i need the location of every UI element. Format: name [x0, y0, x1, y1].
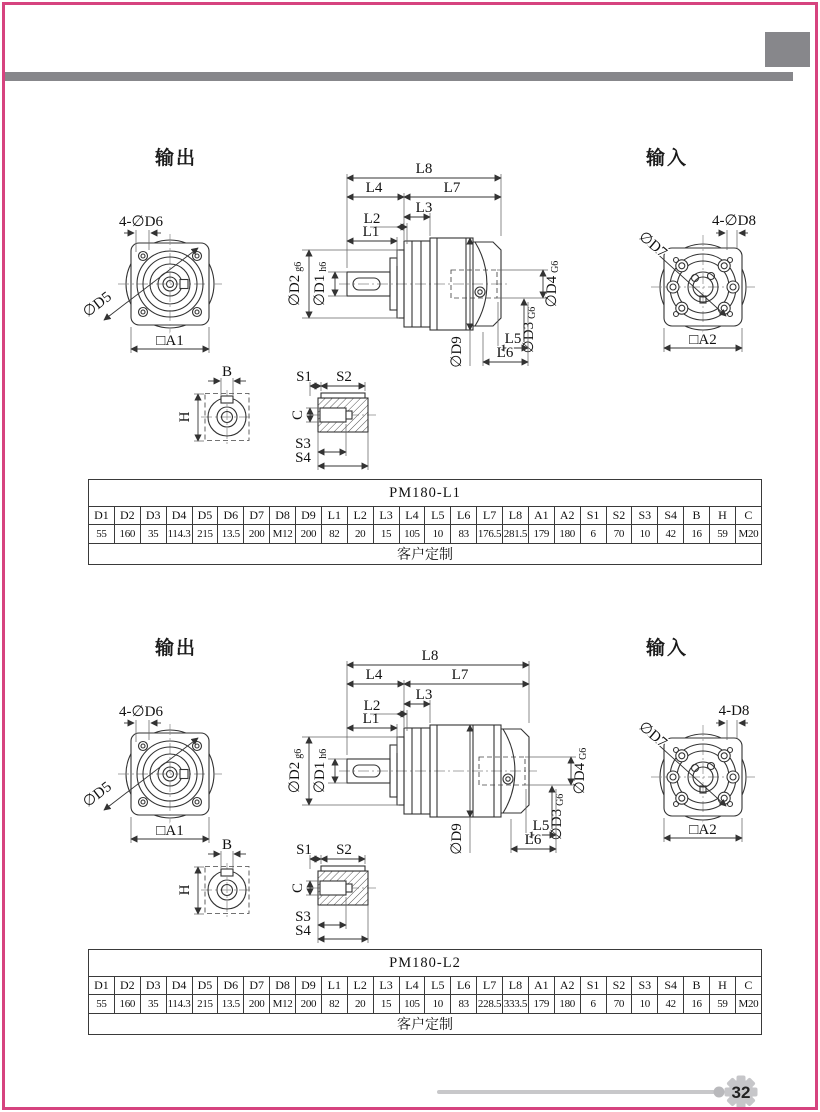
- table-header-cell: A2: [554, 507, 580, 525]
- table-value-cell: 42: [658, 525, 684, 544]
- table-header-cell: L8: [503, 507, 529, 525]
- dim-text: ∅D2: [287, 761, 303, 794]
- dim-label-s4: S4: [295, 923, 311, 939]
- table-header-cell: L3: [373, 507, 399, 525]
- table-title: PM180-L2: [89, 950, 762, 977]
- table-value-cell: 16: [684, 525, 710, 544]
- dim-label-l3: L3: [415, 200, 433, 216]
- table-header-cell: D9: [296, 507, 322, 525]
- section1-shaft-detail-view: [177, 364, 253, 444]
- table-header-cell: D1: [89, 977, 115, 995]
- table-header-cell: L5: [425, 977, 451, 995]
- table-value-cell: 55: [89, 525, 115, 544]
- table-header-cell: D3: [140, 507, 166, 525]
- dim-label-l8: L8: [421, 648, 439, 664]
- table-value-cell: 42: [658, 995, 684, 1014]
- table-footer: 客户定制: [89, 1014, 762, 1035]
- table-value-cell: 215: [192, 995, 218, 1014]
- table-title-row: [89, 480, 762, 507]
- dim-label-l2: L2: [363, 698, 381, 714]
- table-header-cell: D2: [114, 977, 140, 995]
- section2-input-flange-view: [635, 703, 755, 842]
- dim-label-l5: L5: [532, 818, 550, 834]
- dim-fit: G6: [555, 793, 566, 806]
- table-header-cell: D9: [296, 977, 322, 995]
- dim-label-b: B: [221, 364, 233, 380]
- dim-fit: h6: [318, 748, 329, 759]
- dim-label-s2: S2: [336, 842, 352, 858]
- dim-label-d4: [544, 261, 561, 308]
- table-value-cell: 35: [140, 995, 166, 1014]
- table-header-cell: L4: [399, 507, 425, 525]
- section2-drawing: [0, 625, 820, 955]
- section2-output-label: 输出: [155, 637, 198, 659]
- header-gray-square: [765, 32, 810, 67]
- dim-text: ∅D3: [521, 321, 537, 354]
- dim-text: ∅D2: [287, 274, 303, 307]
- page-number-badge: [0, 1070, 820, 1112]
- table-value-row: [89, 525, 762, 544]
- dim-label-l1: L1: [362, 224, 380, 240]
- table-value-cell: 35: [140, 525, 166, 544]
- dim-label-l7: L7: [443, 180, 461, 196]
- table-value-cell: 180: [554, 995, 580, 1014]
- table-header-cell: L3: [373, 977, 399, 995]
- dim-fit: G6: [527, 306, 538, 319]
- table-header-cell: D2: [114, 507, 140, 525]
- table-value-cell: 10: [632, 995, 658, 1014]
- section2-output-flange-view: [80, 704, 222, 843]
- dim-label-l7: L7: [451, 667, 469, 683]
- dim-label-l6: L6: [496, 345, 514, 361]
- table-header-cell: L4: [399, 977, 425, 995]
- dim-label-4d6: 4-∅D6: [119, 704, 163, 720]
- dim-label-l4: L4: [365, 667, 383, 683]
- table-value-cell: M12: [270, 525, 296, 544]
- table-value-cell: 82: [321, 525, 347, 544]
- table-header-cell: D4: [166, 977, 192, 995]
- table-value-cell: 114.3: [166, 995, 192, 1014]
- table-footer-row: [89, 1014, 762, 1035]
- dimension-table-pm180-l1: [88, 479, 762, 565]
- dim-label-d7: ∅D7: [635, 228, 670, 262]
- table-header-cell: S1: [580, 977, 606, 995]
- table-header-cell: A2: [554, 977, 580, 995]
- table-value-cell: 179: [528, 525, 554, 544]
- table-header-cell: L7: [477, 507, 503, 525]
- table-value-cell: 10: [632, 525, 658, 544]
- table-header-cell: L6: [451, 507, 477, 525]
- table-header-cell: D8: [270, 977, 296, 995]
- table-value-cell: 13.5: [218, 525, 244, 544]
- table-value-cell: 180: [554, 525, 580, 544]
- table-value-cell: 20: [347, 525, 373, 544]
- table-header-cell: S2: [606, 977, 632, 995]
- table-header-cell: S1: [580, 507, 606, 525]
- section1-output-flange-view: [80, 214, 222, 353]
- table-header-cell: S3: [632, 977, 658, 995]
- header-gray-bar: [5, 72, 793, 81]
- table-value-cell: M20: [735, 995, 761, 1014]
- dim-label-a2: □A2: [689, 332, 717, 348]
- dim-label-d9: ∅D9: [449, 336, 465, 368]
- section2-bore-detail-view: [290, 842, 376, 943]
- table-header-cell: A1: [528, 977, 554, 995]
- dim-label-l8: L8: [415, 161, 433, 177]
- table-value-cell: 200: [296, 525, 322, 544]
- dim-text: ∅D3: [549, 808, 565, 841]
- dim-fit: G6: [578, 747, 589, 760]
- dim-text: ∅D4: [544, 275, 560, 308]
- dim-label-l6: L6: [524, 832, 542, 848]
- table-value-cell: 179: [528, 995, 554, 1014]
- dim-text: ∅D1: [312, 274, 328, 307]
- table-value-cell: 176.5: [477, 525, 503, 544]
- table-value-cell: M20: [735, 525, 761, 544]
- table-header-cell: C: [735, 977, 761, 995]
- dim-label-s1: S1: [296, 842, 312, 858]
- table-header-cell: L1: [321, 507, 347, 525]
- dimension-table-pm180-l2: [88, 949, 762, 1035]
- section1-bore-detail-view: [290, 369, 376, 470]
- dim-label-s2: S2: [336, 369, 352, 385]
- table-value-cell: 200: [244, 995, 270, 1014]
- dim-label-d5: ∅D5: [80, 288, 115, 321]
- table-value-cell: 215: [192, 525, 218, 544]
- dim-label-s3: S3: [295, 436, 311, 452]
- table-value-cell: 10: [425, 525, 451, 544]
- table-value-cell: 10: [425, 995, 451, 1014]
- table-header-cell: L8: [503, 977, 529, 995]
- dim-label-s3: S3: [295, 909, 311, 925]
- dim-label-l1: L1: [362, 711, 380, 727]
- table-value-cell: 228.5: [477, 995, 503, 1014]
- table-value-cell: 59: [710, 995, 736, 1014]
- table-value-cell: 105: [399, 525, 425, 544]
- section1-side-view: [287, 161, 561, 368]
- dim-text: ∅D4: [572, 762, 588, 795]
- table-value-cell: 200: [296, 995, 322, 1014]
- dim-label-a1: □A1: [156, 333, 184, 349]
- table-value-cell: 82: [321, 995, 347, 1014]
- table-header-cell: D3: [140, 977, 166, 995]
- table-header-cell: L2: [347, 977, 373, 995]
- table-header-cell: D7: [244, 507, 270, 525]
- dim-label-c: C: [290, 882, 306, 894]
- dim-label-d2: [287, 262, 304, 306]
- table-title: PM180-L1: [89, 480, 762, 507]
- dim-label-4d6: 4-∅D6: [119, 214, 163, 230]
- dim-label-d1: [312, 749, 329, 793]
- dim-label-l5: L5: [504, 331, 522, 347]
- section1-output-label: 输出: [155, 147, 198, 169]
- table-header-cell: L5: [425, 507, 451, 525]
- section2-input-label: 输入: [646, 637, 689, 659]
- table-header-cell: L2: [347, 507, 373, 525]
- table-value-cell: 200: [244, 525, 270, 544]
- dim-fit: G6: [550, 260, 561, 273]
- table-header-cell: D7: [244, 977, 270, 995]
- dim-label-4d8: 4-D8: [718, 703, 750, 719]
- dim-label-b: B: [221, 837, 233, 853]
- table-value-cell: 15: [373, 995, 399, 1014]
- dim-fit: g6: [293, 748, 304, 759]
- dim-label-c: C: [290, 409, 306, 421]
- table-header-cell: L1: [321, 977, 347, 995]
- dim-label-d5: ∅D5: [80, 778, 115, 811]
- dim-label-d1: [312, 262, 329, 306]
- table-value-cell: 160: [114, 995, 140, 1014]
- table-value-cell: 160: [114, 525, 140, 544]
- table-header-cell: A1: [528, 507, 554, 525]
- table-header-cell: H: [710, 977, 736, 995]
- dim-fit: g6: [293, 261, 304, 272]
- table-value-cell: 16: [684, 995, 710, 1014]
- dim-label-4d8: 4-∅D8: [712, 213, 756, 229]
- dim-fit: h6: [318, 261, 329, 272]
- table-header-cell: D1: [89, 507, 115, 525]
- table-header-cell: D8: [270, 507, 296, 525]
- table-value-cell: 55: [89, 995, 115, 1014]
- dim-label-d2: [287, 749, 304, 793]
- table-value-cell: 20: [347, 995, 373, 1014]
- table-footer-row: [89, 544, 762, 565]
- section2-shaft-detail-view: [177, 837, 253, 917]
- table-title-row: [89, 950, 762, 977]
- footer-dot: [714, 1087, 725, 1098]
- table-value-cell: 59: [710, 525, 736, 544]
- table-header-cell: C: [735, 507, 761, 525]
- table-value-cell: 333.5: [503, 995, 529, 1014]
- table-header-cell: S4: [658, 507, 684, 525]
- gear-icon: [725, 1076, 758, 1109]
- page-number: 32: [731, 1083, 751, 1102]
- table-value-cell: M12: [270, 995, 296, 1014]
- section1-input-label: 输入: [646, 147, 689, 169]
- table-value-cell: 6: [580, 525, 606, 544]
- table-value-cell: 70: [606, 995, 632, 1014]
- table-value-row: [89, 995, 762, 1014]
- table-header-cell: S4: [658, 977, 684, 995]
- table-header-cell: B: [684, 977, 710, 995]
- table-header-cell: B: [684, 507, 710, 525]
- table-value-cell: 15: [373, 525, 399, 544]
- section2-side-view: [287, 648, 589, 855]
- table-header-cell: H: [710, 507, 736, 525]
- table-header-row: [89, 507, 762, 525]
- dim-label-d4: [572, 748, 589, 795]
- table-header-cell: D6: [218, 507, 244, 525]
- dim-label-h: H: [177, 884, 193, 896]
- table-value-cell: 83: [451, 525, 477, 544]
- table-value-cell: 105: [399, 995, 425, 1014]
- dim-label-l3: L3: [415, 687, 433, 703]
- dim-label-h: H: [177, 411, 193, 423]
- table-header-cell: D5: [192, 977, 218, 995]
- table-value-cell: 83: [451, 995, 477, 1014]
- dim-text: ∅D1: [312, 761, 328, 794]
- table-value-cell: 6: [580, 995, 606, 1014]
- dim-label-d9: ∅D9: [449, 823, 465, 855]
- table-value-cell: 281.5: [503, 525, 529, 544]
- table-header-cell: S3: [632, 507, 658, 525]
- table-value-cell: 114.3: [166, 525, 192, 544]
- dim-label-l4: L4: [365, 180, 383, 196]
- table-footer: 客户定制: [89, 544, 762, 565]
- table-header-cell: L7: [477, 977, 503, 995]
- dim-label-l2: L2: [363, 211, 381, 227]
- section1-input-flange-view: [635, 213, 756, 352]
- dim-label-s1: S1: [296, 369, 312, 385]
- dim-label-s4: S4: [295, 450, 311, 466]
- table-value-cell: 70: [606, 525, 632, 544]
- table-header-cell: D6: [218, 977, 244, 995]
- table-header-cell: L6: [451, 977, 477, 995]
- table-header-cell: S2: [606, 507, 632, 525]
- table-header-cell: D5: [192, 507, 218, 525]
- table-header-row: [89, 977, 762, 995]
- dim-label-d7: ∅D7: [635, 718, 670, 752]
- dim-label-a1: □A1: [156, 823, 184, 839]
- table-value-cell: 13.5: [218, 995, 244, 1014]
- table-header-cell: D4: [166, 507, 192, 525]
- dim-label-a2: □A2: [689, 822, 717, 838]
- section1-drawing: [0, 140, 820, 480]
